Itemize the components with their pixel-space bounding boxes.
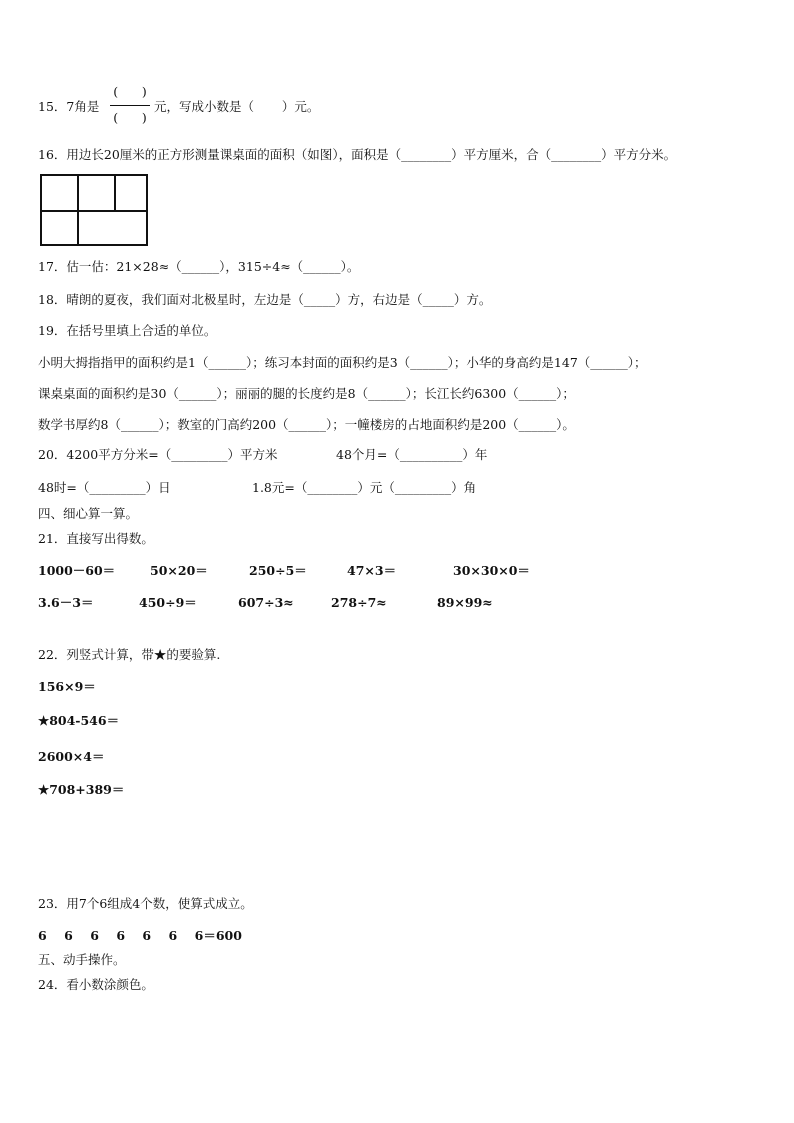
q17-text: 17．估一估：21×28≈（______），315÷4≈（______）。 (38, 259, 360, 274)
q24-title: 24．看小数涂颜色。 (38, 977, 154, 992)
q19-line3: 数学书厚约8（______）；教室的门高约200（______）；一幢楼房的占地面积约是200（______）。 (38, 417, 575, 432)
q19-line2: 课桌桌面的面积约是30（______）；丽丽的腿的长度约是8（______）；长江长约6300（______）； (38, 386, 575, 401)
q21-item: 50×20＝ (150, 563, 208, 578)
q22-item: ★804-546＝ (38, 713, 120, 728)
q21-item: 1000－60＝ (38, 563, 116, 578)
q23-title: 23．用7个6组成4个数，使算式成立。 (38, 896, 253, 911)
q16-text: 16．用边长20厘米的正方形测量课桌面的面积（如图），面积是（________）平方厘米，合（________）平方分米。 (38, 147, 677, 162)
q21-item: 450÷9＝ (139, 595, 197, 610)
q22-item: 2600×4＝ (38, 749, 105, 764)
q21-item: 30×30×0＝ (453, 563, 530, 578)
desk-grid-figure (40, 174, 148, 246)
section-4-heading: 四、细心算一算。 (38, 506, 139, 521)
q19-line1: 小明大拇指指甲的面积约是1（______）；练习本封面的面积约是3（______）；小华的身高约是147（______）； (38, 355, 647, 370)
q21-title: 21．直接写出得数。 (38, 531, 154, 546)
fraction-denominator[interactable]: ( ) (113, 110, 147, 125)
q20-c: 48时=（_________）日 (38, 480, 171, 495)
q18-text: 18．晴朗的夏夜，我们面对北极星时，左边是（_____）方，右边是（_____）方。 (38, 292, 492, 307)
q15-suffix: 元，写成小数是（ ）元。 (154, 99, 320, 114)
q21-item: 89×99≈ (437, 595, 493, 610)
q19-title: 19．在括号里填上合适的单位。 (38, 323, 217, 338)
q21-item: 47×3＝ (347, 563, 397, 578)
q22-item: ★708+389＝ (38, 782, 125, 797)
q22-title: 22．列竖式计算，带★的要验算. (38, 647, 221, 662)
q20-b: 48个月=（__________）年 (336, 447, 488, 462)
q23-expression: 6 6 6 6 6 6 6＝600 (38, 928, 242, 943)
q21-item: 250÷5＝ (249, 563, 307, 578)
q22-item: 156×9＝ (38, 679, 96, 694)
q21-item: 3.6－3＝ (38, 595, 94, 610)
q21-item: 278÷7≈ (331, 595, 387, 610)
q20-a: 20．4200平方分米=（_________）平方米 (38, 447, 278, 462)
section-5-heading: 五、动手操作。 (38, 952, 126, 967)
q20-d: 1.8元=（________）元（_________）角 (252, 480, 477, 495)
fraction-bar (110, 105, 150, 106)
q15-prefix: 15．7角是 (38, 99, 100, 114)
fraction-blank[interactable] (108, 84, 152, 130)
q21-item: 607÷3≈ (238, 595, 294, 610)
fraction-numerator[interactable]: ( ) (113, 84, 147, 99)
